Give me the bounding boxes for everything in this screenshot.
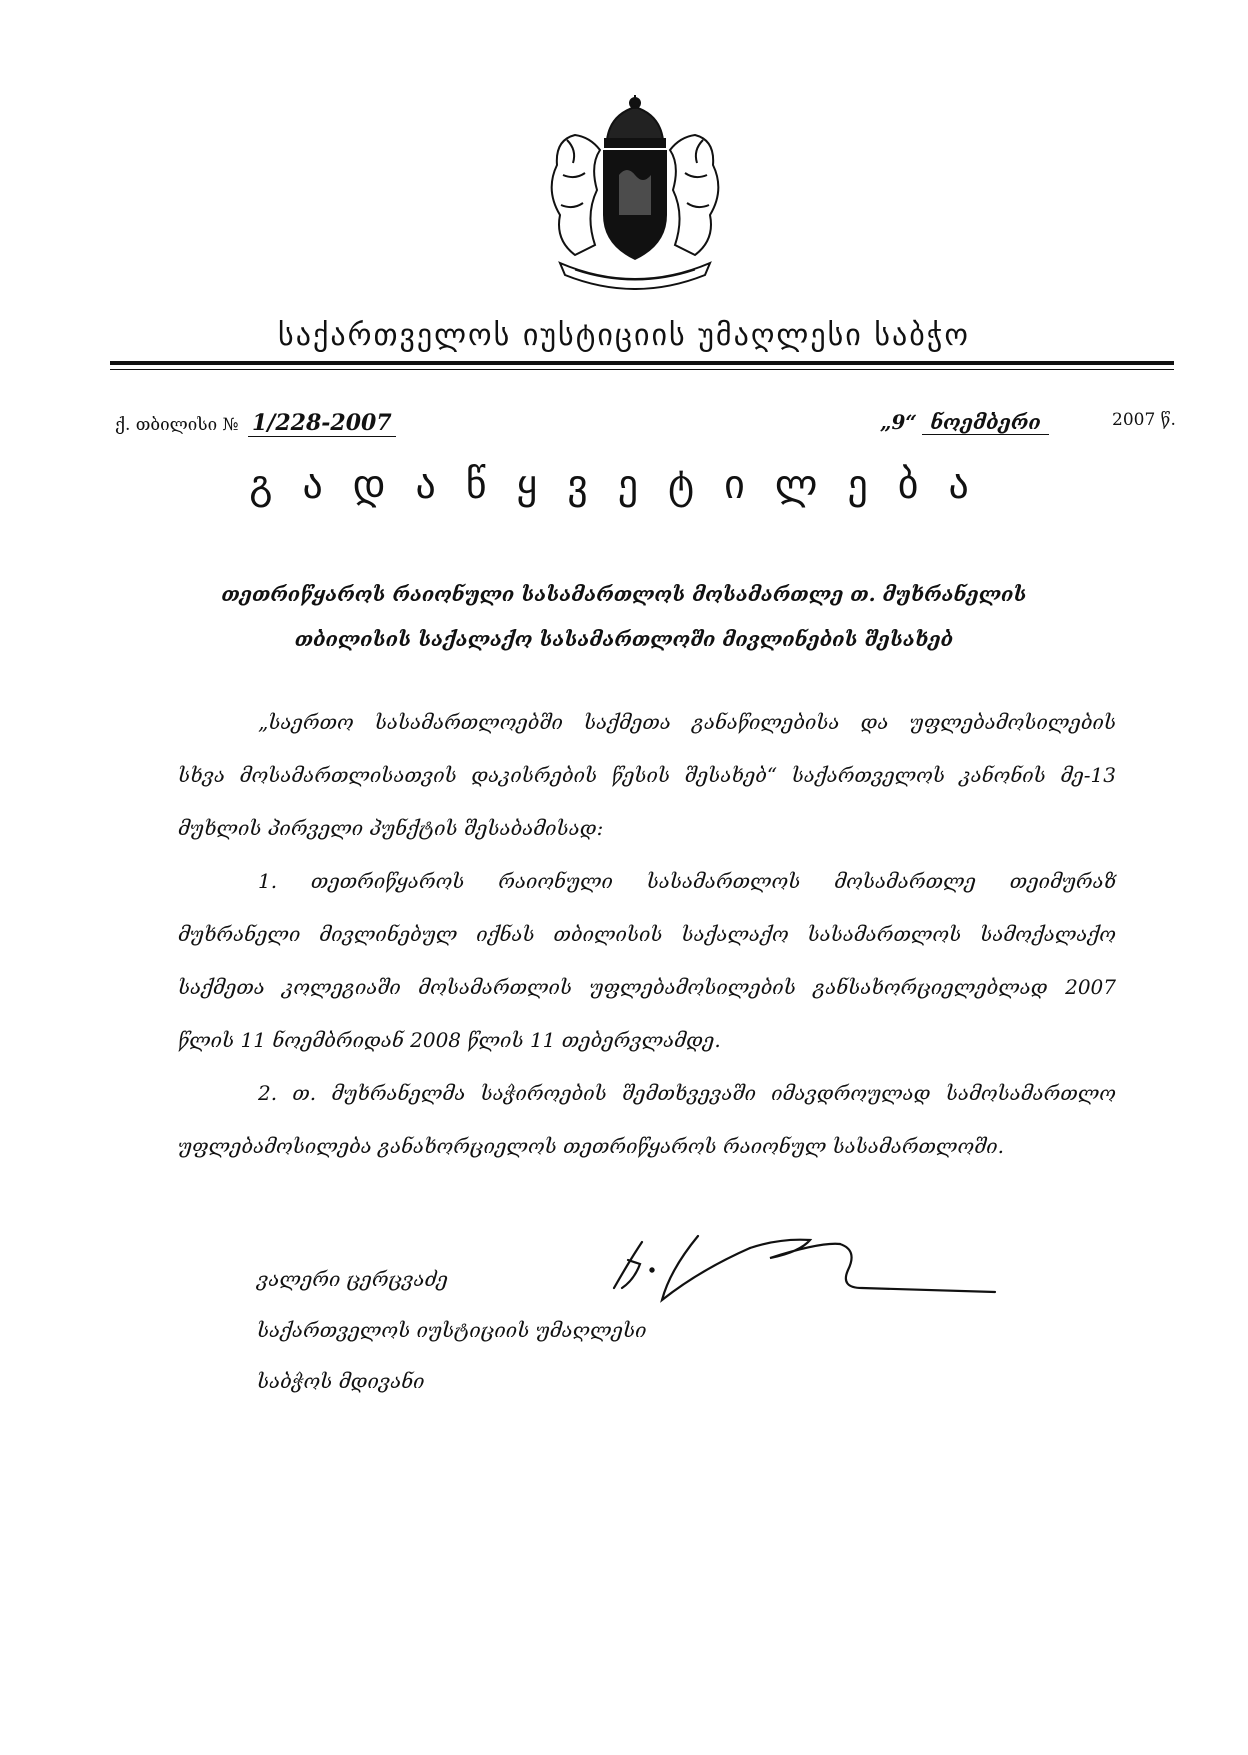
header-rule-thin: [110, 369, 1174, 370]
registration-number: 1/228-2007: [248, 410, 396, 437]
body-line: საქმეთა კოლეგიაში მოსამართლის უფლებამოსილების განსახორციელებლად 2007: [178, 975, 1116, 999]
body-line: „საერთო სასამართლოებში საქმეთა განაწილებისა და უფლებამოსილების: [258, 710, 1116, 734]
institution-name: საქართველოს იუსტიციის უმაღლესი საბჭო: [278, 318, 970, 353]
body-line: 2. თ. მუხრანელმა საჭიროების შემთხვევაში იმავდროულად სამოსამართლო: [258, 1081, 1116, 1105]
signatory-name: ვალერი ცერცვაძე: [257, 1267, 448, 1291]
document-title: გადაწყვეტილება: [249, 462, 999, 508]
signatory-title-1: საქართველოს იუსტიციის უმაღლესი: [257, 1318, 647, 1342]
subject-line-2: თბილისის საქალაქო სასამართლოში მივლინების შესახებ: [294, 627, 954, 651]
number-sign: №: [222, 415, 239, 435]
body-line: 1. თეთრიწყაროს რაიონული სასამართლოს მოსამართლე თეიმურაზ: [258, 869, 1116, 893]
handwritten-signature: [600, 1230, 1120, 1310]
date-month: ნოემბერი: [922, 410, 1048, 435]
body-line: მუხლის პირველი პუნქტის შესაბამისად:: [178, 816, 604, 840]
header-rule-thick: [110, 361, 1174, 365]
body-line: მუხრანელი მივლინებულ იქნას თბილისის საქალაქო სასამართლოს სამოქალაქო: [178, 922, 1116, 946]
date-year: 2007 წ.: [1112, 410, 1176, 430]
body-line: უფლებამოსილება განახორციელოს თეთრიწყაროს რაიონულ სასამართლოში.: [178, 1134, 1004, 1158]
body-line: წლის 11 ნოემბრიდან 2008 წლის 11 თებერვლამდე.: [178, 1028, 721, 1052]
coat-of-arms-icon: [515, 95, 755, 290]
subject-line-1: თეთრიწყაროს რაიონული სასამართლოს მოსამართლე თ. მუხრანელის: [221, 582, 1027, 606]
body-line: სხვა მოსამართლისათვის დაკისრების წესის შესახებ“ საქართველოს კანონის მე-13: [178, 763, 1116, 787]
registration-block: [115, 410, 396, 436]
date-day: „9“: [880, 410, 917, 434]
city-label: ქ. თბილისი: [115, 415, 218, 435]
signatory-title-2: საბჭოს მდივანი: [257, 1369, 425, 1393]
